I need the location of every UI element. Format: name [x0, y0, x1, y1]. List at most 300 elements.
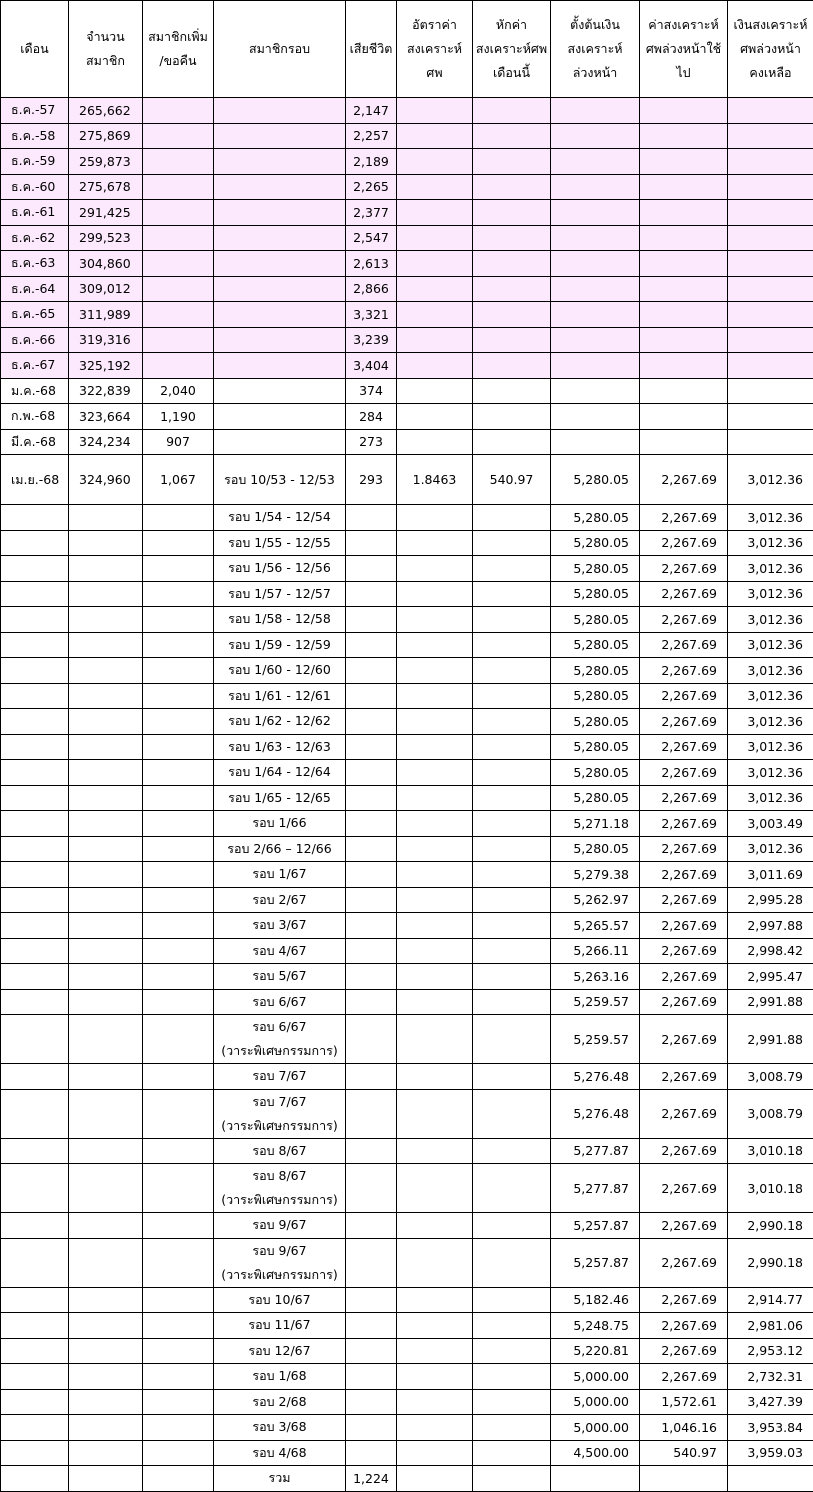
cell-used: [640, 98, 728, 124]
table-row: [1, 327, 813, 353]
cell-rate: [397, 632, 473, 658]
cell-used: 2,267.69: [640, 505, 728, 531]
table-row: [1, 836, 813, 862]
cell-month: [1, 632, 69, 658]
cell-used: 540.97: [640, 1440, 728, 1466]
cell-added: [143, 353, 214, 379]
cell-round: [214, 174, 346, 200]
cell-start: [551, 302, 640, 328]
cell-deaths: [346, 887, 397, 913]
cell-added: [143, 505, 214, 531]
cell-remain: 3,003.49: [728, 811, 813, 837]
cell-deduct: [473, 123, 551, 149]
cell-remain: 2,995.47: [728, 964, 813, 990]
cell-start: 4,500.00: [551, 1440, 640, 1466]
table-row: [1, 1415, 813, 1441]
cell-rate: [397, 785, 473, 811]
cell-deaths: [346, 989, 397, 1015]
cell-start: 5,280.05: [551, 607, 640, 633]
cell-month: [1, 887, 69, 913]
cell-used: [640, 1466, 728, 1492]
cell-deaths: [346, 1440, 397, 1466]
cell-members: 323,664: [69, 404, 143, 430]
cell-rate: [397, 327, 473, 353]
cell-deduct: [473, 1164, 551, 1213]
cell-remain: 3,010.18: [728, 1164, 813, 1213]
cell-start: [551, 429, 640, 455]
cell-deduct: [473, 683, 551, 709]
cell-round: รอบ 12/67: [214, 1338, 346, 1364]
cell-used: [640, 404, 728, 430]
table-row: [1, 734, 813, 760]
cell-round: รอบ 1/58 - 12/58: [214, 607, 346, 633]
table-row: [1, 1213, 813, 1239]
table-row: [1, 174, 813, 200]
cell-rate: [397, 556, 473, 582]
table-row: [1, 989, 813, 1015]
cell-remain: 3,427.39: [728, 1389, 813, 1415]
cell-added: [143, 913, 214, 939]
header-deduct: หักค่า สงเคราะห์ศพ เดือนนี้: [473, 1, 551, 98]
cell-round: [214, 251, 346, 277]
cell-rate: 1.8463: [397, 455, 473, 505]
table-row: [1, 862, 813, 888]
cell-members: [69, 581, 143, 607]
cell-round: รอบ 8/67: [214, 1138, 346, 1164]
cell-deaths: [346, 1138, 397, 1164]
cell-members: [69, 1213, 143, 1239]
cell-start: 5,280.05: [551, 709, 640, 735]
cell-month: ธ.ค.-58: [1, 123, 69, 149]
cell-month: [1, 836, 69, 862]
cell-round: [214, 302, 346, 328]
cell-start: 5,248.75: [551, 1313, 640, 1339]
cell-start: [551, 251, 640, 277]
cell-remain: 3,012.36: [728, 632, 813, 658]
cell-round: [214, 98, 346, 124]
cell-remain: [728, 378, 813, 404]
table-row: [1, 913, 813, 939]
cell-added: [143, 1064, 214, 1090]
cell-start: 5,259.57: [551, 989, 640, 1015]
cell-month: [1, 1213, 69, 1239]
cell-round: รอบ 1/60 - 12/60: [214, 658, 346, 684]
table-row: [1, 98, 813, 124]
table-row: [1, 556, 813, 582]
cell-start: 5,000.00: [551, 1415, 640, 1441]
cell-rate: [397, 429, 473, 455]
cell-deaths: [346, 938, 397, 964]
cell-deduct: [473, 607, 551, 633]
table-row: [1, 1089, 813, 1138]
cell-used: 2,267.69: [640, 734, 728, 760]
cell-added: [143, 276, 214, 302]
cell-deaths: [346, 632, 397, 658]
cell-used: 2,267.69: [640, 887, 728, 913]
cell-month: [1, 862, 69, 888]
cell-month: [1, 1415, 69, 1441]
cell-remain: [728, 174, 813, 200]
cell-deduct: [473, 530, 551, 556]
cell-members: [69, 505, 143, 531]
cell-deaths: [346, 1338, 397, 1364]
cell-rate: [397, 98, 473, 124]
cell-month: [1, 964, 69, 990]
cell-start: 5,280.05: [551, 556, 640, 582]
cell-members: [69, 1238, 143, 1287]
cell-members: 319,316: [69, 327, 143, 353]
cell-rate: [397, 251, 473, 277]
cell-remain: 3,012.36: [728, 455, 813, 505]
cell-deduct: [473, 1213, 551, 1239]
header-remain: เงินสงเคราะห์ ศพล่วงหน้า คงเหลือ: [728, 1, 813, 98]
cell-deaths: 273: [346, 429, 397, 455]
cell-members: 299,523: [69, 225, 143, 251]
cell-start: 5,280.05: [551, 836, 640, 862]
table-row: [1, 938, 813, 964]
cell-added: [143, 989, 214, 1015]
cell-added: [143, 1338, 214, 1364]
cell-deduct: [473, 1364, 551, 1390]
cell-remain: 2,953.12: [728, 1338, 813, 1364]
cell-members: [69, 1138, 143, 1164]
cell-start: 5,280.05: [551, 505, 640, 531]
cell-members: [69, 556, 143, 582]
cell-round: รวม: [214, 1466, 346, 1492]
cell-start: 5,280.05: [551, 734, 640, 760]
table-row: [1, 709, 813, 735]
cell-start: 5,280.05: [551, 581, 640, 607]
cell-deduct: [473, 1064, 551, 1090]
cell-start: [551, 404, 640, 430]
cell-month: เม.ย.-68: [1, 455, 69, 505]
cell-start: 5,266.11: [551, 938, 640, 964]
cell-added: [143, 1466, 214, 1492]
cell-rate: [397, 760, 473, 786]
cell-used: [640, 327, 728, 353]
cell-used: 2,267.69: [640, 683, 728, 709]
cell-deduct: [473, 149, 551, 175]
table-row: [1, 429, 813, 455]
cell-round: รอบ 2/67: [214, 887, 346, 913]
cell-deaths: [346, 1164, 397, 1213]
cell-deaths: [346, 556, 397, 582]
cell-members: 275,678: [69, 174, 143, 200]
cell-used: 2,267.69: [640, 811, 728, 837]
cell-used: 2,267.69: [640, 989, 728, 1015]
cell-start: 5,000.00: [551, 1364, 640, 1390]
cell-used: 2,267.69: [640, 581, 728, 607]
cell-used: 2,267.69: [640, 556, 728, 582]
cell-round: [214, 353, 346, 379]
cell-deaths: [346, 530, 397, 556]
cell-deaths: [346, 1238, 397, 1287]
table-row: [1, 1466, 813, 1492]
cell-members: [69, 913, 143, 939]
cell-deaths: 3,239: [346, 327, 397, 353]
cell-members: [69, 811, 143, 837]
cell-remain: 3,012.36: [728, 556, 813, 582]
cell-month: [1, 607, 69, 633]
cell-month: [1, 1364, 69, 1390]
cell-deaths: 2,147: [346, 98, 397, 124]
cell-deaths: 2,265: [346, 174, 397, 200]
cell-month: [1, 1238, 69, 1287]
cell-deduct: [473, 1466, 551, 1492]
cell-used: [640, 225, 728, 251]
cell-remain: [728, 429, 813, 455]
cell-used: 2,267.69: [640, 938, 728, 964]
cell-remain: [728, 276, 813, 302]
cell-round: รอบ 2/66 – 12/66: [214, 836, 346, 862]
cell-month: ธ.ค.-60: [1, 174, 69, 200]
cell-month: [1, 505, 69, 531]
cell-deaths: 374: [346, 378, 397, 404]
cell-round: รอบ 7/67 (วาระพิเศษกรรมการ): [214, 1089, 346, 1138]
cell-deduct: [473, 862, 551, 888]
cell-round: [214, 429, 346, 455]
cell-deduct: 540.97: [473, 455, 551, 505]
cell-remain: 3,010.18: [728, 1138, 813, 1164]
cell-deduct: [473, 734, 551, 760]
cell-remain: [728, 225, 813, 251]
cell-remain: 2,991.88: [728, 1015, 813, 1064]
cell-deaths: [346, 862, 397, 888]
cell-deduct: [473, 1415, 551, 1441]
cell-remain: 2,990.18: [728, 1238, 813, 1287]
cell-members: 322,839: [69, 378, 143, 404]
cell-added: [143, 1089, 214, 1138]
table-row: [1, 607, 813, 633]
cell-added: [143, 1287, 214, 1313]
cell-added: [143, 607, 214, 633]
cell-used: 2,267.69: [640, 658, 728, 684]
cell-start: 5,276.48: [551, 1064, 640, 1090]
cell-deduct: [473, 760, 551, 786]
cell-remain: 2,998.42: [728, 938, 813, 964]
cell-deaths: 2,613: [346, 251, 397, 277]
table-row: [1, 404, 813, 430]
cell-start: [551, 174, 640, 200]
cell-round: รอบ 9/67: [214, 1213, 346, 1239]
cell-added: 2,040: [143, 378, 214, 404]
cell-start: 5,277.87: [551, 1138, 640, 1164]
header-added: สมาชิกเพิ่ม /ขอคืน: [143, 1, 214, 98]
table-row: [1, 1064, 813, 1090]
cell-month: [1, 938, 69, 964]
cell-round: รอบ 10/53 - 12/53: [214, 455, 346, 505]
cell-deduct: [473, 785, 551, 811]
cell-used: [640, 200, 728, 226]
cell-start: [551, 353, 640, 379]
cell-remain: [728, 327, 813, 353]
cell-month: [1, 709, 69, 735]
cell-month: ธ.ค.-65: [1, 302, 69, 328]
cell-used: [640, 251, 728, 277]
cell-used: 2,267.69: [640, 862, 728, 888]
cell-used: 1,572.61: [640, 1389, 728, 1415]
table-row: [1, 760, 813, 786]
cell-round: รอบ 8/67 (วาระพิเศษกรรมการ): [214, 1164, 346, 1213]
cell-added: [143, 581, 214, 607]
cell-rate: [397, 1064, 473, 1090]
cell-used: 2,267.69: [640, 1364, 728, 1390]
cell-start: [551, 327, 640, 353]
cell-month: ธ.ค.-57: [1, 98, 69, 124]
cell-added: 1,190: [143, 404, 214, 430]
cell-members: [69, 1440, 143, 1466]
cell-added: [143, 123, 214, 149]
cell-remain: 3,008.79: [728, 1089, 813, 1138]
cell-rate: [397, 1415, 473, 1441]
cell-added: [143, 251, 214, 277]
cell-rate: [397, 1015, 473, 1064]
cell-round: รอบ 7/67: [214, 1064, 346, 1090]
cell-members: [69, 1287, 143, 1313]
cell-members: [69, 530, 143, 556]
cell-members: [69, 1364, 143, 1390]
cell-added: 907: [143, 429, 214, 455]
cell-remain: [728, 149, 813, 175]
cell-rate: [397, 200, 473, 226]
cell-deaths: [346, 1415, 397, 1441]
cell-month: ธ.ค.-67: [1, 353, 69, 379]
cell-month: [1, 556, 69, 582]
cell-used: 2,267.69: [640, 632, 728, 658]
cell-deduct: [473, 1338, 551, 1364]
cell-month: มี.ค.-68: [1, 429, 69, 455]
cell-round: รอบ 1/54 - 12/54: [214, 505, 346, 531]
cell-members: [69, 836, 143, 862]
cell-start: 5,280.05: [551, 530, 640, 556]
cell-remain: 3,012.36: [728, 683, 813, 709]
cell-start: 5,280.05: [551, 760, 640, 786]
cell-deaths: [346, 913, 397, 939]
cell-round: รอบ 5/67: [214, 964, 346, 990]
cell-used: 2,267.69: [640, 760, 728, 786]
cell-start: 5,182.46: [551, 1287, 640, 1313]
cell-deaths: 2,377: [346, 200, 397, 226]
cell-deduct: [473, 709, 551, 735]
cell-start: [551, 200, 640, 226]
cell-month: [1, 1313, 69, 1339]
cell-members: [69, 607, 143, 633]
cell-members: 309,012: [69, 276, 143, 302]
cell-deaths: [346, 811, 397, 837]
cell-rate: [397, 353, 473, 379]
cell-members: [69, 862, 143, 888]
cell-month: ม.ค.-68: [1, 378, 69, 404]
cell-members: [69, 887, 143, 913]
cell-added: [143, 327, 214, 353]
cell-remain: 3,008.79: [728, 1064, 813, 1090]
cell-used: 2,267.69: [640, 1313, 728, 1339]
cell-added: [143, 1238, 214, 1287]
cell-start: 5,280.05: [551, 455, 640, 505]
cell-rate: [397, 1138, 473, 1164]
cell-round: [214, 149, 346, 175]
cell-start: [551, 378, 640, 404]
cell-used: 2,267.69: [640, 1089, 728, 1138]
cell-rate: [397, 658, 473, 684]
cell-remain: [728, 302, 813, 328]
cell-deaths: [346, 505, 397, 531]
cell-added: [143, 785, 214, 811]
cell-month: ธ.ค.-66: [1, 327, 69, 353]
cell-deduct: [473, 1389, 551, 1415]
table-row: [1, 1015, 813, 1064]
cell-month: [1, 1015, 69, 1064]
cell-members: 291,425: [69, 200, 143, 226]
cell-added: [143, 709, 214, 735]
cell-used: [640, 149, 728, 175]
cell-used: [640, 429, 728, 455]
cell-rate: [397, 938, 473, 964]
cell-month: [1, 734, 69, 760]
cell-members: [69, 1089, 143, 1138]
cell-remain: 3,012.36: [728, 607, 813, 633]
cell-added: 1,067: [143, 455, 214, 505]
cell-rate: [397, 225, 473, 251]
cell-deaths: [346, 1389, 397, 1415]
cell-deduct: [473, 251, 551, 277]
cell-deduct: [473, 632, 551, 658]
cell-used: 2,267.69: [640, 785, 728, 811]
cell-round: รอบ 1/63 - 12/63: [214, 734, 346, 760]
cell-remain: 3,012.36: [728, 658, 813, 684]
cell-deaths: 2,866: [346, 276, 397, 302]
cell-start: 5,271.18: [551, 811, 640, 837]
table-row: [1, 1238, 813, 1287]
cell-month: [1, 811, 69, 837]
table-row: [1, 1389, 813, 1415]
cell-start: 5,257.87: [551, 1213, 640, 1239]
cell-members: [69, 709, 143, 735]
cell-members: [69, 964, 143, 990]
cell-start: 5,280.05: [551, 785, 640, 811]
cell-remain: 3,953.84: [728, 1415, 813, 1441]
cell-rate: [397, 174, 473, 200]
cell-rate: [397, 505, 473, 531]
cell-deduct: [473, 964, 551, 990]
cell-used: [640, 276, 728, 302]
cell-start: 5,000.00: [551, 1389, 640, 1415]
table-row: [1, 1338, 813, 1364]
cell-rate: [397, 734, 473, 760]
cell-added: [143, 530, 214, 556]
cell-used: 2,267.69: [640, 1138, 728, 1164]
cell-round: รอบ 1/56 - 12/56: [214, 556, 346, 582]
cell-members: 324,960: [69, 455, 143, 505]
header-members: จำนวน สมาชิก: [69, 1, 143, 98]
cell-members: 324,234: [69, 429, 143, 455]
cell-deduct: [473, 378, 551, 404]
cell-round: [214, 200, 346, 226]
cell-deaths: [346, 1287, 397, 1313]
cell-used: 2,267.69: [640, 1164, 728, 1213]
cell-deaths: [346, 658, 397, 684]
cell-deaths: [346, 1313, 397, 1339]
cell-deduct: [473, 836, 551, 862]
cell-start: 5,276.48: [551, 1089, 640, 1138]
cell-start: [551, 225, 640, 251]
cell-round: รอบ 11/67: [214, 1313, 346, 1339]
cell-round: รอบ 1/55 - 12/55: [214, 530, 346, 556]
cell-used: 2,267.69: [640, 913, 728, 939]
cell-deaths: [346, 760, 397, 786]
cell-remain: 3,011.69: [728, 862, 813, 888]
cell-start: [551, 98, 640, 124]
